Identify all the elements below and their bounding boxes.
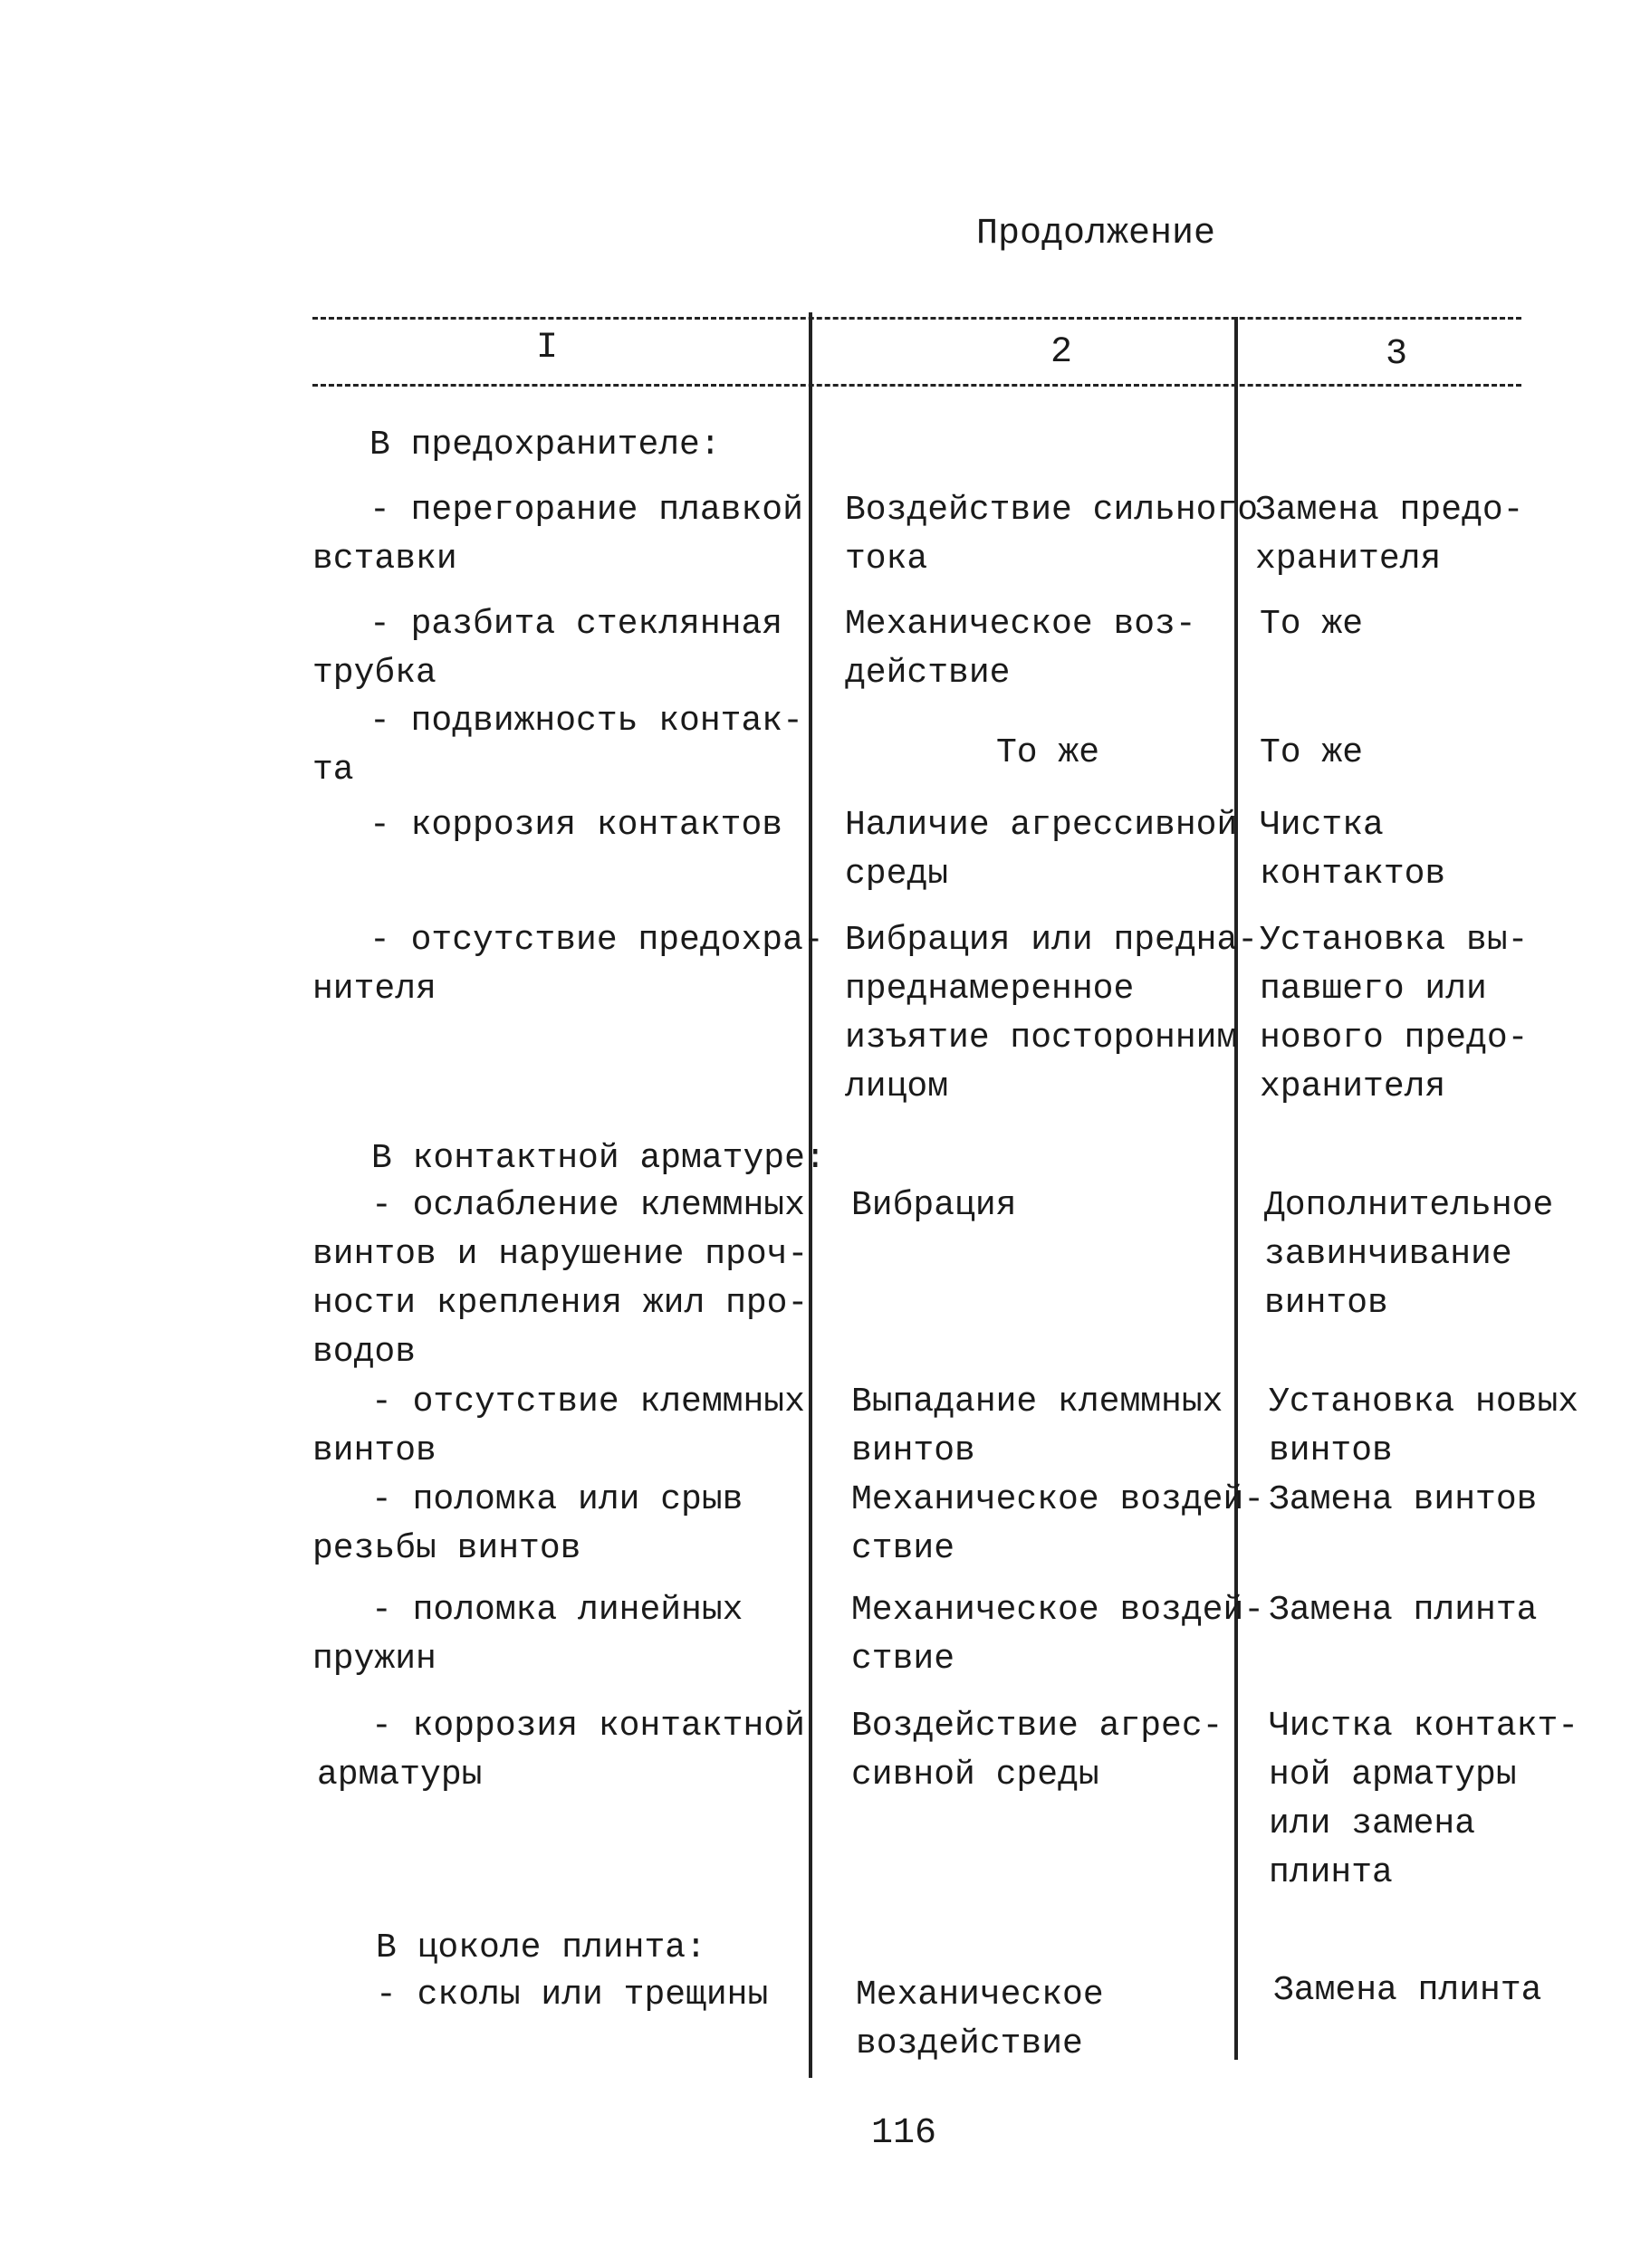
table-cell: Воздействие агрес- сивной среды bbox=[851, 1707, 1223, 1794]
column-header-1: I bbox=[536, 328, 559, 368]
table-cell: - разбита стеклянная трубка bbox=[312, 605, 783, 693]
table-cell: Наличие агрессивной среды bbox=[845, 806, 1238, 894]
table-cell: Вибрация или предна- преднамеренное изъятие посторонним лицом bbox=[845, 921, 1259, 1106]
table-cell: - поломка или срыв резьбы винтов bbox=[312, 1480, 743, 1568]
table-cell: - коррозия контактной арматуры bbox=[317, 1707, 805, 1794]
table-cell: Воздействие сильного тока bbox=[845, 491, 1259, 579]
table-cell: Механическое воз- действие bbox=[845, 605, 1196, 693]
table-cell: Дополнительное завинчивание винтов bbox=[1264, 1186, 1554, 1323]
table-cell: Замена плинта bbox=[1269, 1591, 1538, 1630]
table-cell: Механическое воздействие bbox=[856, 1976, 1104, 2063]
table-cell: - отсутствие предохра- нителя bbox=[312, 921, 824, 1009]
section-heading-base: В цоколе плинта: bbox=[376, 1928, 706, 1967]
table-cell: То же bbox=[1260, 733, 1364, 772]
table-cell: Вибрация bbox=[851, 1186, 1017, 1225]
table-cell: То же bbox=[996, 733, 1100, 772]
table-cell: Установка вы- павшего или нового предо- хранителя bbox=[1260, 921, 1529, 1106]
table-cell: Механическое воздей- ствие bbox=[851, 1480, 1265, 1568]
table-cell: Установка новых винтов bbox=[1269, 1383, 1579, 1470]
table-top-rule bbox=[312, 317, 1521, 320]
table-cell: - поломка линейных пружин bbox=[312, 1591, 743, 1679]
table-cell: То же bbox=[1260, 605, 1364, 644]
table-cell: - отсутствие клеммных винтов bbox=[312, 1383, 805, 1470]
table-cell: - коррозия контактов bbox=[369, 806, 783, 845]
table-cell: Замена предо- хранителя bbox=[1255, 491, 1524, 579]
table-cell: - перегорание плавкой вставки bbox=[312, 491, 803, 579]
section-heading-fuse: В предохранителе: bbox=[369, 426, 721, 464]
continuation-heading: Продолжение bbox=[976, 214, 1216, 254]
column-header-2: 2 bbox=[1050, 332, 1073, 373]
table-cell: Механическое воздей- ствие bbox=[851, 1591, 1265, 1679]
table-cell: - сколы или трещины bbox=[376, 1976, 769, 2014]
column-header-3: 3 bbox=[1386, 334, 1408, 375]
table-cell: Чистка контактов bbox=[1260, 806, 1446, 894]
table-cell: - ослабление клеммных винтов и нарушение проч- ности крепления жил про- водов bbox=[312, 1186, 809, 1372]
page-number: 116 bbox=[871, 2113, 937, 2154]
table-cell: - подвижность контак- та bbox=[312, 702, 803, 789]
table-cell: Чистка контакт- ной арматуры или замена плинта bbox=[1269, 1707, 1579, 1892]
table-header-rule bbox=[312, 384, 1521, 387]
column-divider-1 bbox=[809, 312, 812, 2078]
table-cell: Замена винтов bbox=[1269, 1480, 1538, 1519]
table-cell: Замена плинта bbox=[1273, 1971, 1542, 2010]
section-heading-contacts: В контактной арматуре: bbox=[371, 1139, 826, 1178]
table-cell: Выпадание клеммных винтов bbox=[851, 1383, 1223, 1470]
